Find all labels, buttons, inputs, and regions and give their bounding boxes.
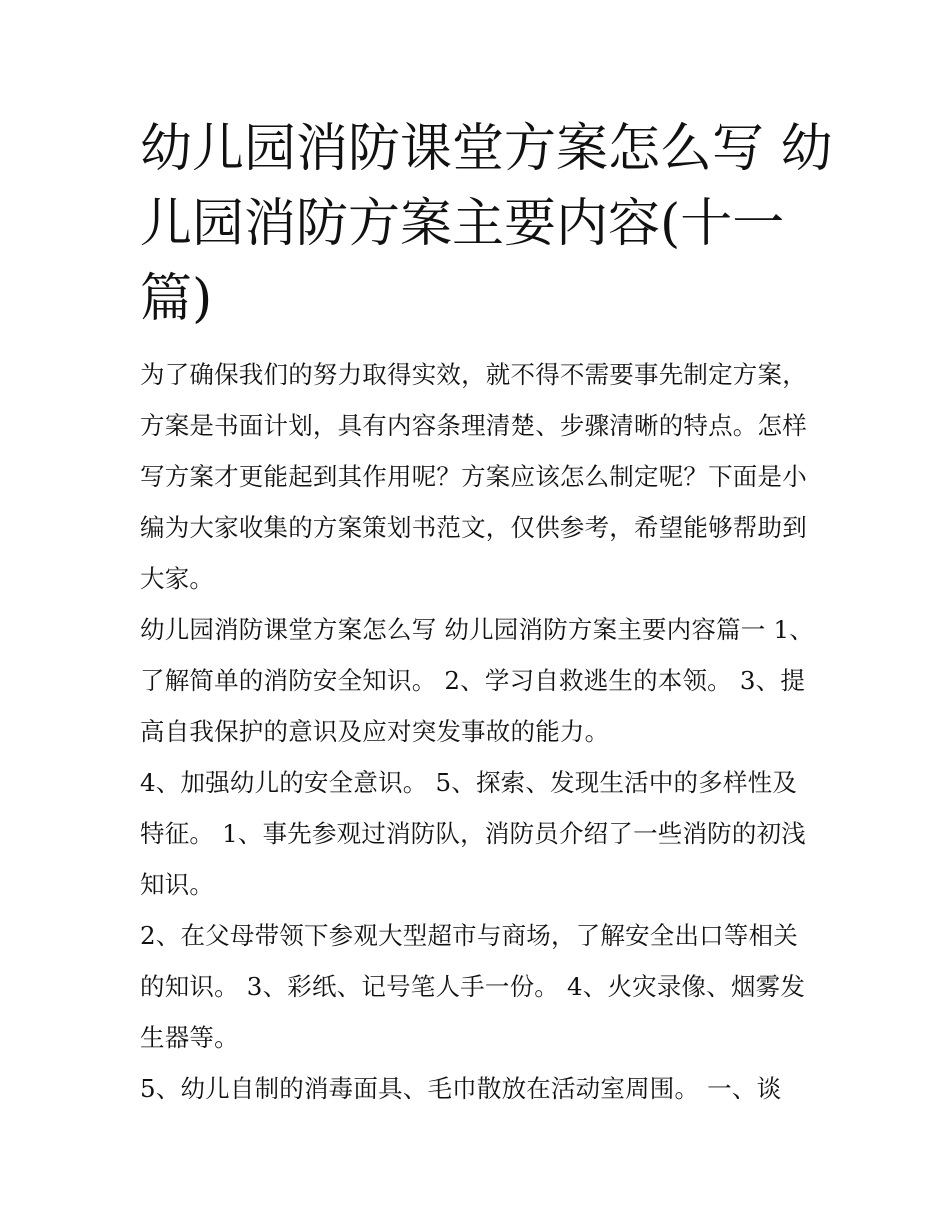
- document-title: [140, 112, 833, 337]
- text-line: 特征。 1、事先参观过消防队，消防员介绍了一些消防的初浅: [140, 819, 806, 848]
- text-line: 了解简单的消防安全知识。 2、学习自救逃生的本领。 3、提: [140, 666, 806, 695]
- text-line: 知识。: [140, 870, 215, 899]
- document-body: [140, 349, 816, 1114]
- text-line: 编为大家收集的方案策划书范文，仅供参考，希望能够帮助到: [140, 513, 807, 542]
- title-line-3: 篇): [140, 269, 213, 329]
- text-line: 写方案才更能起到其作用呢？方案应该怎么制定呢？下面是小: [140, 462, 807, 491]
- text-line: 的知识。 3、彩纸、记号笔人手一份。 4、火灾录像、烟雾发: [140, 972, 806, 1001]
- text-line: 高自我保护的意识及应对突发事故的能力。: [140, 717, 610, 746]
- title-line-2: 儿园消防方案主要内容(十一: [140, 194, 785, 254]
- text-line: 5、幼儿自制的消毒面具、毛巾散放在活动室周围。 一、谈: [140, 1074, 782, 1103]
- text-line: 为了确保我们的努力取得实效，就不得不需要事先制定方案，: [140, 360, 807, 389]
- text-line: 生器等。: [140, 1023, 239, 1052]
- text-line: 方案是书面计划，具有内容条理清楚、步骤清晰的特点。怎样: [140, 411, 807, 440]
- text-line: 幼儿园消防课堂方案怎么写 幼儿园消防方案主要内容篇一 1、: [140, 615, 814, 644]
- text-line: 大家。: [140, 564, 215, 593]
- text-line: 4、加强幼儿的安全意识。 5、探索、发现生活中的多样性及: [140, 768, 798, 797]
- document-page: [140, 112, 833, 1114]
- text-line: 2、在父母带领下参观大型超市与商场，了解安全出口等相关: [140, 921, 798, 950]
- title-line-1: 幼儿园消防课堂方案怎么写 幼: [140, 119, 833, 179]
